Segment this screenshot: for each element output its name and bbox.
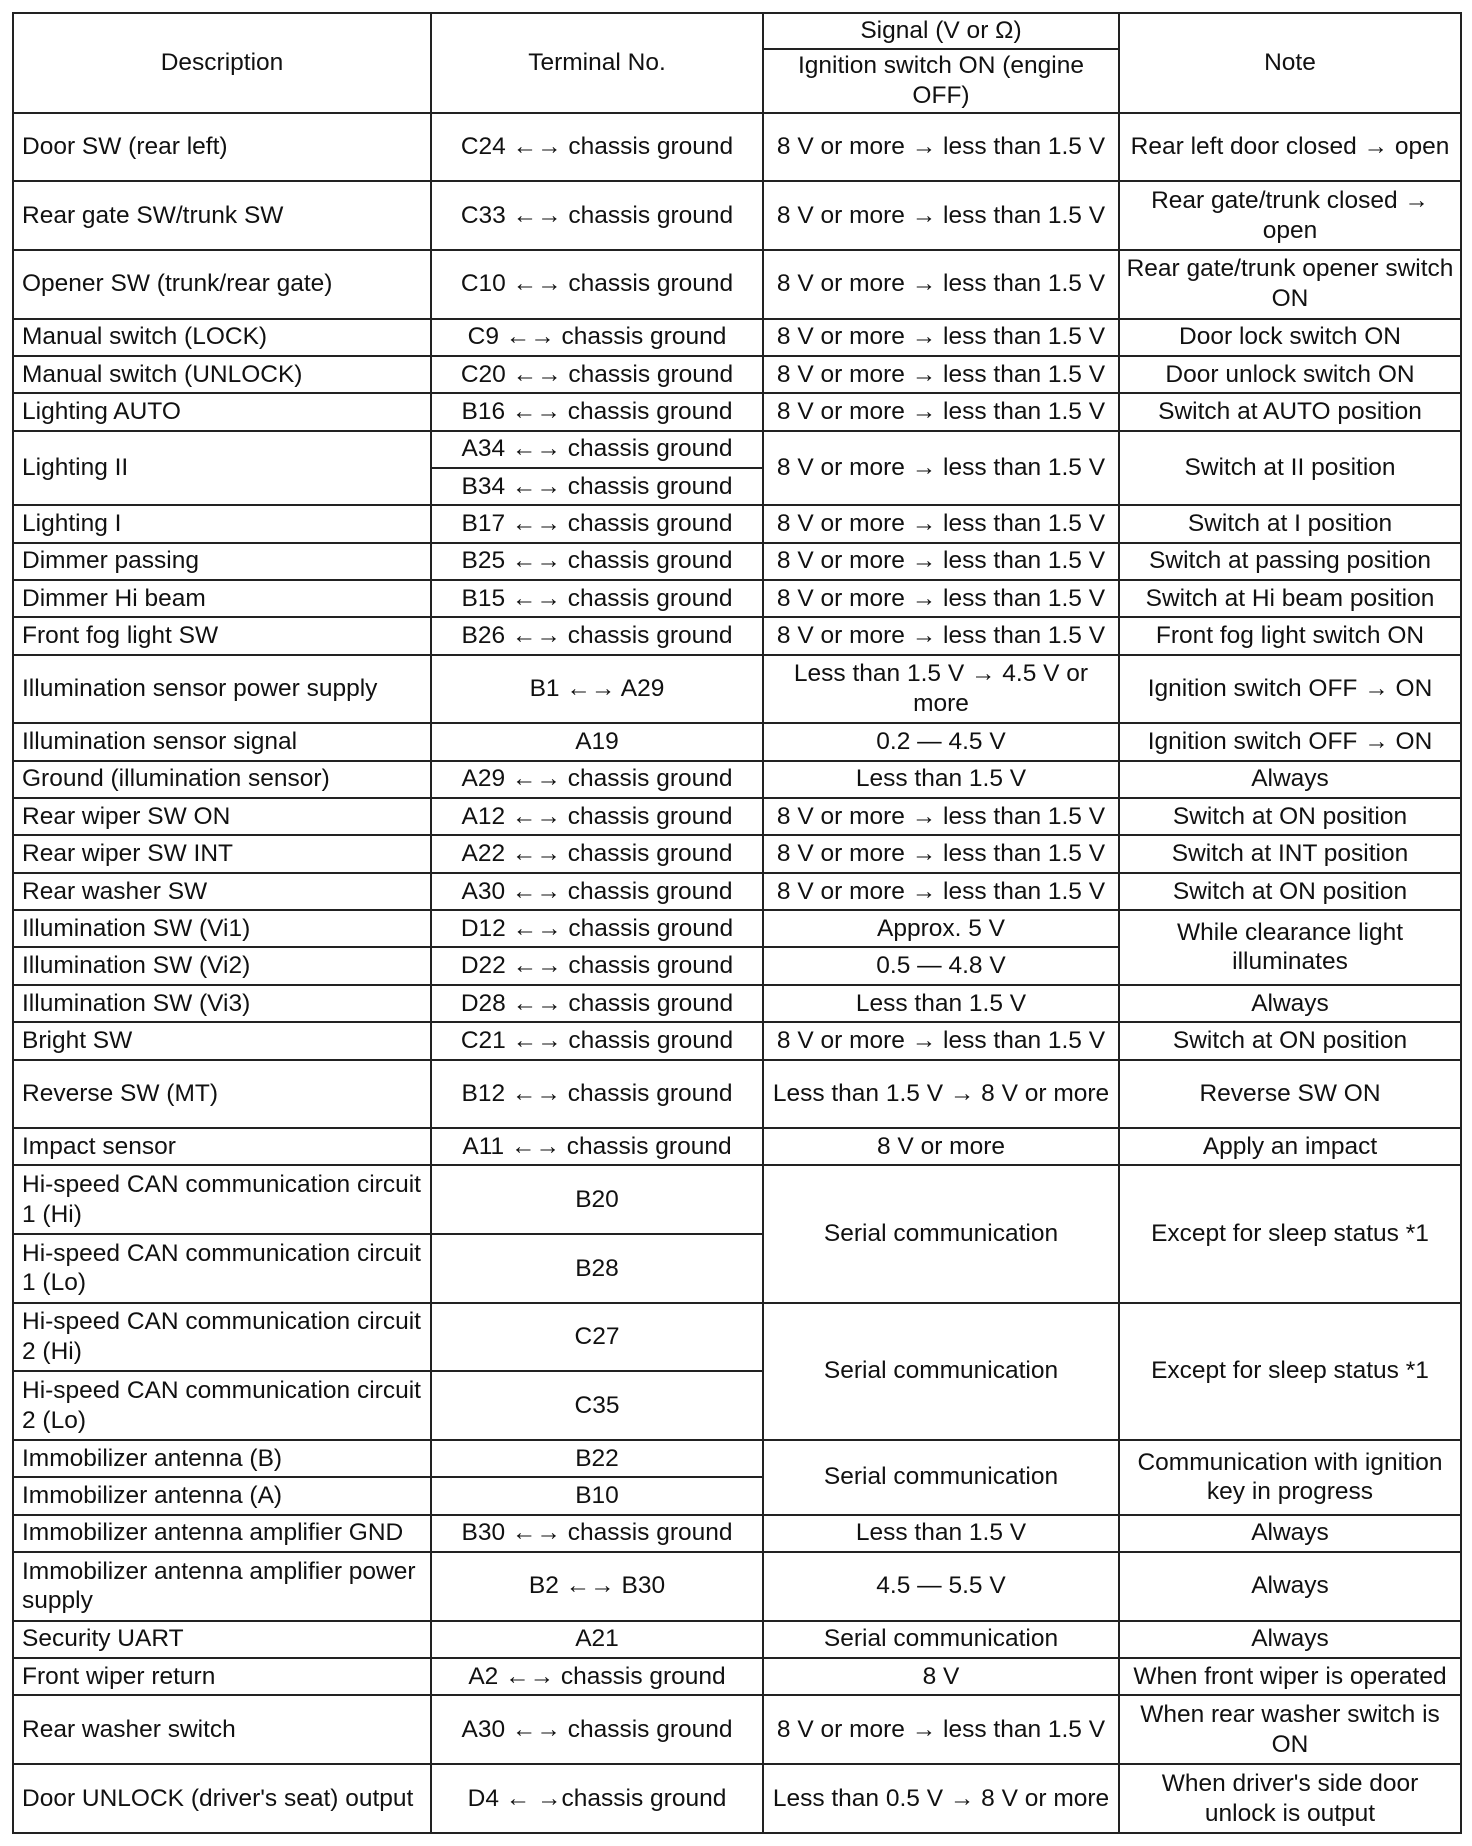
table-row bbox=[13, 1695, 1461, 1764]
cell-signal: 4.5 — 5.5 V bbox=[763, 1552, 1119, 1621]
cell-description: Illumination sensor power supply bbox=[13, 655, 431, 724]
cell-terminal: A29 ←→ chassis ground bbox=[431, 761, 763, 798]
table-row bbox=[13, 505, 1461, 542]
table-row bbox=[13, 1764, 1461, 1833]
cell-terminal: D28 ←→ chassis ground bbox=[431, 985, 763, 1022]
cell-signal: Serial communication bbox=[763, 1621, 1119, 1658]
cell-terminal: D22 ←→ chassis ground bbox=[431, 947, 763, 984]
cell-signal: 0.2 — 4.5 V bbox=[763, 723, 1119, 760]
cell-note: Always bbox=[1119, 1552, 1461, 1621]
cell-description: Illumination SW (Vi1) bbox=[13, 910, 431, 947]
cell-terminal: A19 bbox=[431, 723, 763, 760]
table-row bbox=[13, 723, 1461, 760]
cell-terminal: B17 ←→ chassis ground bbox=[431, 505, 763, 542]
cell-signal: Less than 1.5 V bbox=[763, 1515, 1119, 1552]
cell-signal: Less than 1.5 V → 4.5 V or more bbox=[763, 655, 1119, 724]
cell-note: Front fog light switch ON bbox=[1119, 617, 1461, 654]
cell-signal: 8 V or more → less than 1.5 V bbox=[763, 543, 1119, 580]
table-row bbox=[13, 1165, 1461, 1234]
table-row bbox=[13, 1658, 1461, 1695]
cell-terminal: B10 bbox=[431, 1477, 763, 1514]
cell-description: Rear wiper SW ON bbox=[13, 798, 431, 835]
cell-note: Rear gate/trunk closed → open bbox=[1119, 181, 1461, 250]
table-row bbox=[13, 113, 1461, 182]
table-row bbox=[13, 1060, 1461, 1129]
cell-terminal: A2 ←→ chassis ground bbox=[431, 1658, 763, 1695]
cell-note: Ignition switch OFF → ON bbox=[1119, 655, 1461, 724]
cell-note: Ignition switch OFF → ON bbox=[1119, 723, 1461, 760]
cell-note: Except for sleep status *1 bbox=[1119, 1165, 1461, 1302]
cell-terminal: B30 ←→ chassis ground bbox=[431, 1515, 763, 1552]
cell-description: Manual switch (LOCK) bbox=[13, 319, 431, 356]
cell-terminal: C21 ←→ chassis ground bbox=[431, 1022, 763, 1059]
cell-signal: 8 V or more → less than 1.5 V bbox=[763, 319, 1119, 356]
table-row bbox=[13, 1022, 1461, 1059]
cell-note: Switch at AUTO position bbox=[1119, 393, 1461, 430]
cell-note: Switch at ON position bbox=[1119, 798, 1461, 835]
cell-note: Switch at passing position bbox=[1119, 543, 1461, 580]
cell-note: Reverse SW ON bbox=[1119, 1060, 1461, 1129]
cell-description: Manual switch (UNLOCK) bbox=[13, 356, 431, 393]
cell-signal: 8 V or more bbox=[763, 1128, 1119, 1165]
cell-note: Switch at ON position bbox=[1119, 873, 1461, 910]
cell-terminal: A12 ←→ chassis ground bbox=[431, 798, 763, 835]
cell-signal: 8 V or more → less than 1.5 V bbox=[763, 1695, 1119, 1764]
cell-description: Illumination SW (Vi3) bbox=[13, 985, 431, 1022]
table-row bbox=[13, 431, 1461, 468]
header-description: Description bbox=[13, 13, 431, 113]
cell-terminal: B16 ←→ chassis ground bbox=[431, 393, 763, 430]
cell-signal: 8 V or more → less than 1.5 V bbox=[763, 835, 1119, 872]
cell-terminal: C24 ←→ chassis ground bbox=[431, 113, 763, 182]
cell-note: While clearance light illuminates bbox=[1119, 910, 1461, 985]
cell-description: Lighting AUTO bbox=[13, 393, 431, 430]
cell-terminal: C10 ←→ chassis ground bbox=[431, 250, 763, 319]
table-row bbox=[13, 655, 1461, 724]
cell-signal: 8 V or more → less than 1.5 V bbox=[763, 356, 1119, 393]
cell-description: Lighting I bbox=[13, 505, 431, 542]
cell-terminal: A21 bbox=[431, 1621, 763, 1658]
cell-terminal: C20 ←→ chassis ground bbox=[431, 356, 763, 393]
table-row bbox=[13, 873, 1461, 910]
cell-note: Rear gate/trunk opener switch ON bbox=[1119, 250, 1461, 319]
cell-description: Illumination SW (Vi2) bbox=[13, 947, 431, 984]
cell-signal: 8 V or more → less than 1.5 V bbox=[763, 798, 1119, 835]
cell-terminal: B12 ←→ chassis ground bbox=[431, 1060, 763, 1129]
cell-description: Hi-speed CAN communication circuit 2 (Lo) bbox=[13, 1371, 431, 1440]
cell-note: When front wiper is operated bbox=[1119, 1658, 1461, 1695]
cell-note: Apply an impact bbox=[1119, 1128, 1461, 1165]
cell-signal: Serial communication bbox=[763, 1165, 1119, 1302]
cell-description: Ground (illumination sensor) bbox=[13, 761, 431, 798]
cell-note: Except for sleep status *1 bbox=[1119, 1303, 1461, 1440]
cell-note: Always bbox=[1119, 1621, 1461, 1658]
table-row bbox=[13, 617, 1461, 654]
header-signal-condition: Ignition switch ON (engine OFF) bbox=[763, 49, 1119, 113]
cell-note: Switch at Hi beam position bbox=[1119, 580, 1461, 617]
table-row bbox=[13, 1515, 1461, 1552]
cell-signal: 8 V or more → less than 1.5 V bbox=[763, 1022, 1119, 1059]
cell-description: Rear gate SW/trunk SW bbox=[13, 181, 431, 250]
terminal-signal-table bbox=[12, 12, 1462, 1834]
cell-signal: 8 V or more → less than 1.5 V bbox=[763, 113, 1119, 182]
cell-note: Rear left door closed → open bbox=[1119, 113, 1461, 182]
cell-terminal: C35 bbox=[431, 1371, 763, 1440]
table-row bbox=[13, 1621, 1461, 1658]
cell-signal: Less than 1.5 V → 8 V or more bbox=[763, 1060, 1119, 1129]
cell-terminal: D12 ←→ chassis ground bbox=[431, 910, 763, 947]
cell-signal: 8 V bbox=[763, 1658, 1119, 1695]
header-terminal: Terminal No. bbox=[431, 13, 763, 113]
cell-description: Front fog light SW bbox=[13, 617, 431, 654]
cell-note: Door lock switch ON bbox=[1119, 319, 1461, 356]
cell-terminal: A11 ←→ chassis ground bbox=[431, 1128, 763, 1165]
cell-description: Dimmer passing bbox=[13, 543, 431, 580]
table-row bbox=[13, 1303, 1461, 1372]
cell-note: Switch at I position bbox=[1119, 505, 1461, 542]
cell-description: Lighting II bbox=[13, 431, 431, 506]
cell-description: Immobilizer antenna amplifier GND bbox=[13, 1515, 431, 1552]
table-row bbox=[13, 356, 1461, 393]
table-row bbox=[13, 761, 1461, 798]
cell-description: Front wiper return bbox=[13, 1658, 431, 1695]
cell-signal: Less than 0.5 V → 8 V or more bbox=[763, 1764, 1119, 1833]
cell-note: When driver's side door unlock is output bbox=[1119, 1764, 1461, 1833]
cell-terminal: B22 bbox=[431, 1440, 763, 1477]
cell-terminal: B20 bbox=[431, 1165, 763, 1234]
cell-note: When rear washer switch is ON bbox=[1119, 1695, 1461, 1764]
table-row bbox=[13, 580, 1461, 617]
cell-description: Opener SW (trunk/rear gate) bbox=[13, 250, 431, 319]
cell-note: Switch at II position bbox=[1119, 431, 1461, 506]
cell-description: Dimmer Hi beam bbox=[13, 580, 431, 617]
cell-terminal: C27 bbox=[431, 1303, 763, 1372]
cell-terminal: C9 ←→ chassis ground bbox=[431, 319, 763, 356]
cell-note: Switch at INT position bbox=[1119, 835, 1461, 872]
cell-terminal: B2 ←→ B30 bbox=[431, 1552, 763, 1621]
cell-description: Security UART bbox=[13, 1621, 431, 1658]
cell-description: Hi-speed CAN communication circuit 1 (Lo) bbox=[13, 1234, 431, 1303]
cell-signal: Less than 1.5 V bbox=[763, 985, 1119, 1022]
cell-signal: Less than 1.5 V bbox=[763, 761, 1119, 798]
cell-terminal: A34 ←→ chassis ground bbox=[431, 431, 763, 468]
cell-description: Hi-speed CAN communication circuit 2 (Hi) bbox=[13, 1303, 431, 1372]
table-row bbox=[13, 1440, 1461, 1477]
table-row bbox=[13, 319, 1461, 356]
cell-terminal: A22 ←→ chassis ground bbox=[431, 835, 763, 872]
cell-terminal: D4 ← →chassis ground bbox=[431, 1764, 763, 1833]
cell-terminal: B1 ←→ A29 bbox=[431, 655, 763, 724]
cell-terminal: B28 bbox=[431, 1234, 763, 1303]
cell-description: Reverse SW (MT) bbox=[13, 1060, 431, 1129]
cell-terminal: A30 ←→ chassis ground bbox=[431, 873, 763, 910]
cell-signal: Serial communication bbox=[763, 1440, 1119, 1515]
cell-signal: 8 V or more → less than 1.5 V bbox=[763, 181, 1119, 250]
cell-description: Impact sensor bbox=[13, 1128, 431, 1165]
cell-description: Immobilizer antenna amplifier power supply bbox=[13, 1552, 431, 1621]
header-row bbox=[13, 13, 1461, 49]
table-row bbox=[13, 910, 1461, 947]
cell-description: Immobilizer antenna (A) bbox=[13, 1477, 431, 1514]
table-row bbox=[13, 835, 1461, 872]
header-signal: Signal (V or Ω) bbox=[763, 13, 1119, 49]
table-row bbox=[13, 1552, 1461, 1621]
cell-description: Rear washer SW bbox=[13, 873, 431, 910]
cell-terminal: B25 ←→ chassis ground bbox=[431, 543, 763, 580]
cell-description: Immobilizer antenna (B) bbox=[13, 1440, 431, 1477]
cell-signal: 8 V or more → less than 1.5 V bbox=[763, 393, 1119, 430]
cell-note: Door unlock switch ON bbox=[1119, 356, 1461, 393]
cell-description: Rear wiper SW INT bbox=[13, 835, 431, 872]
cell-description: Door UNLOCK (driver's seat) output bbox=[13, 1764, 431, 1833]
cell-description: Hi-speed CAN communication circuit 1 (Hi) bbox=[13, 1165, 431, 1234]
cell-terminal: B34 ←→ chassis ground bbox=[431, 468, 763, 505]
cell-signal: 8 V or more → less than 1.5 V bbox=[763, 431, 1119, 506]
cell-note: Always bbox=[1119, 761, 1461, 798]
cell-signal: 8 V or more → less than 1.5 V bbox=[763, 580, 1119, 617]
cell-signal: 8 V or more → less than 1.5 V bbox=[763, 250, 1119, 319]
table-row bbox=[13, 1128, 1461, 1165]
table-row bbox=[13, 798, 1461, 835]
table-row bbox=[13, 250, 1461, 319]
table-row bbox=[13, 543, 1461, 580]
cell-note: Always bbox=[1119, 1515, 1461, 1552]
table-row bbox=[13, 985, 1461, 1022]
table-row bbox=[13, 393, 1461, 430]
cell-note: Always bbox=[1119, 985, 1461, 1022]
cell-signal: Serial communication bbox=[763, 1303, 1119, 1440]
header-note: Note bbox=[1119, 13, 1461, 113]
table-row bbox=[13, 181, 1461, 250]
cell-description: Door SW (rear left) bbox=[13, 113, 431, 182]
cell-signal: 8 V or more → less than 1.5 V bbox=[763, 505, 1119, 542]
cell-signal: 8 V or more → less than 1.5 V bbox=[763, 617, 1119, 654]
cell-terminal: A30 ←→ chassis ground bbox=[431, 1695, 763, 1764]
cell-terminal: B15 ←→ chassis ground bbox=[431, 580, 763, 617]
cell-description: Bright SW bbox=[13, 1022, 431, 1059]
cell-note: Switch at ON position bbox=[1119, 1022, 1461, 1059]
cell-signal: 8 V or more → less than 1.5 V bbox=[763, 873, 1119, 910]
cell-description: Rear washer switch bbox=[13, 1695, 431, 1764]
cell-note: Communication with ignition key in progress bbox=[1119, 1440, 1461, 1515]
cell-terminal: C33 ←→ chassis ground bbox=[431, 181, 763, 250]
cell-description: Illumination sensor signal bbox=[13, 723, 431, 760]
cell-signal: Approx. 5 V bbox=[763, 910, 1119, 947]
cell-signal: 0.5 — 4.8 V bbox=[763, 947, 1119, 984]
cell-terminal: B26 ←→ chassis ground bbox=[431, 617, 763, 654]
